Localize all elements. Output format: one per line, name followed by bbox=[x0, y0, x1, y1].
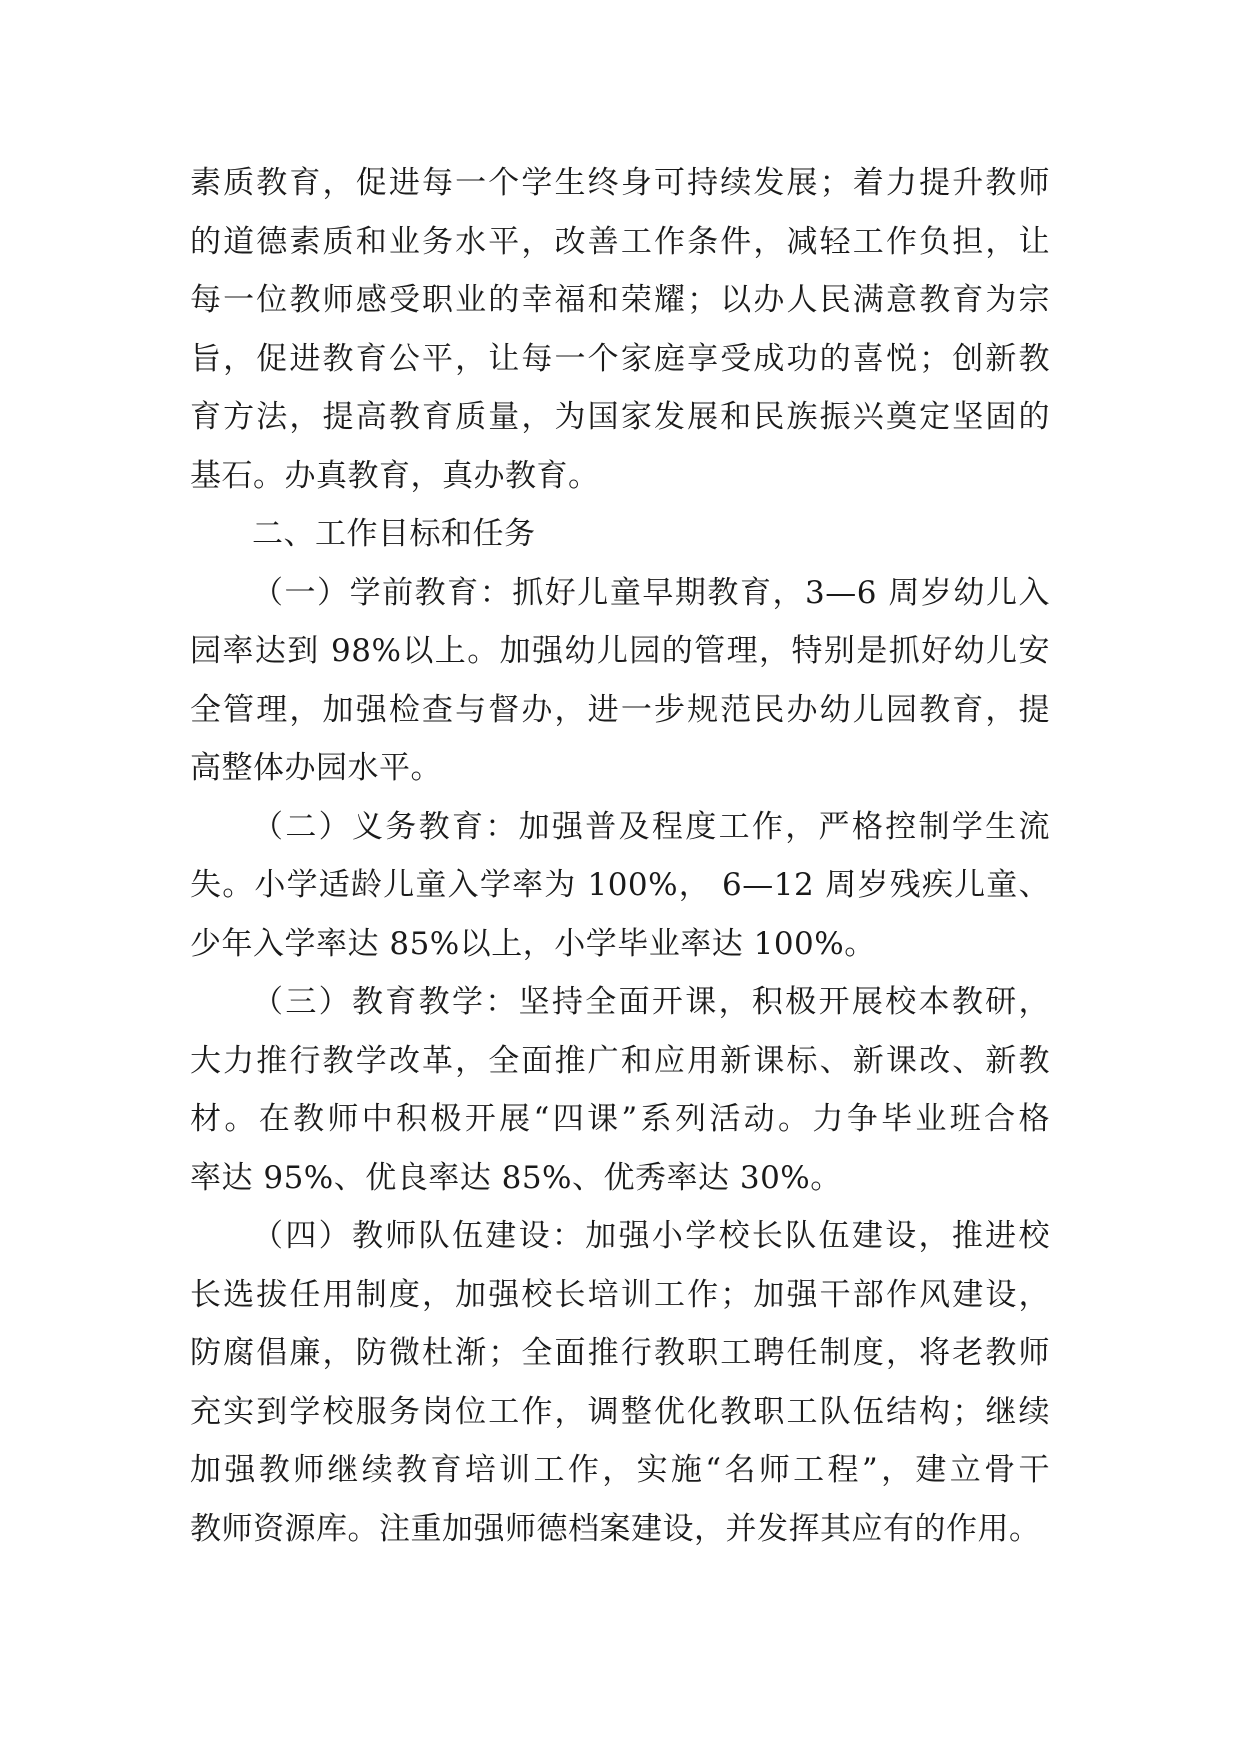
text-line: 充实到学校服务岗位工作，调整优化教职工队伍结构；继续 bbox=[190, 1393, 1050, 1430]
text-line: 全管理，加强检查与督办，进一步规范民办幼儿园教育，提 bbox=[190, 691, 1050, 728]
paragraph-intro bbox=[190, 154, 1050, 505]
text-line: 加强教师继续教育培训工作，实施“名师工程”，建立骨干 bbox=[190, 1452, 1050, 1488]
text-line: 大力推行教学改革，全面推广和应用新课标、新课改、新教 bbox=[190, 1042, 1050, 1079]
text-line: 率达 95%、优良率达 85%、优秀率达 30%。 bbox=[190, 1159, 842, 1196]
text-line: 基石。办真教育，真办教育。 bbox=[190, 457, 600, 494]
text-line: 少年入学率达 85%以上，小学毕业率达 100%。 bbox=[190, 925, 876, 962]
text-line: （一）学前教育：抓好儿童早期教育，3—6 周岁幼儿入 bbox=[252, 574, 1050, 611]
text-line: （二）义务教育：加强普及程度工作，严格控制学生流 bbox=[252, 808, 1050, 845]
document-body bbox=[190, 154, 1050, 1558]
text-line: （四）教师队伍建设：加强小学校长队伍建设，推进校 bbox=[252, 1218, 1050, 1254]
text-line: （三）教育教学：坚持全面开课，积极开展校本教研， bbox=[252, 984, 1050, 1020]
text-line: 材。在教师中积极开展“四课”系列活动。力争毕业班合格 bbox=[190, 1101, 1050, 1137]
text-line: 育方法，提高教育质量，为国家发展和民族振兴奠定坚固的 bbox=[190, 399, 1050, 435]
paragraph-teachers bbox=[190, 1207, 1050, 1558]
heading-text: 二、工作目标和任务 bbox=[252, 516, 536, 552]
paragraph-preschool bbox=[190, 564, 1050, 798]
text-line: 的道德素质和业务水平，改善工作条件，减轻工作负担，让 bbox=[190, 223, 1050, 260]
text-line: 园率达到 98%以上。加强幼儿园的管理，特别是抓好幼儿安 bbox=[190, 633, 1050, 669]
text-line: 素质教育，促进每一个学生终身可持续发展；着力提升教师 bbox=[190, 165, 1050, 201]
text-line: 失。小学适龄儿童入学率为 100%， 6—12 周岁残疾儿童、 bbox=[190, 867, 1050, 903]
text-line: 每一位教师感受职业的幸福和荣耀；以办人民满意教育为宗 bbox=[190, 282, 1050, 318]
text-line: 防腐倡廉，防微杜渐；全面推行教职工聘任制度，将老教师 bbox=[190, 1335, 1050, 1371]
text-line: 教师资源库。注重加强师德档案建设，并发挥其应有的作用。 bbox=[190, 1510, 1041, 1547]
text-line: 长选拔任用制度，加强校长培训工作；加强干部作风建设， bbox=[190, 1276, 1050, 1313]
text-line: 高整体办园水平。 bbox=[190, 750, 442, 786]
text-line: 旨，促进教育公平，让每一个家庭享受成功的喜悦；创新教 bbox=[190, 340, 1050, 377]
paragraph-compulsory bbox=[190, 798, 1050, 974]
paragraph-teaching bbox=[190, 973, 1050, 1207]
section-heading bbox=[190, 505, 1050, 564]
